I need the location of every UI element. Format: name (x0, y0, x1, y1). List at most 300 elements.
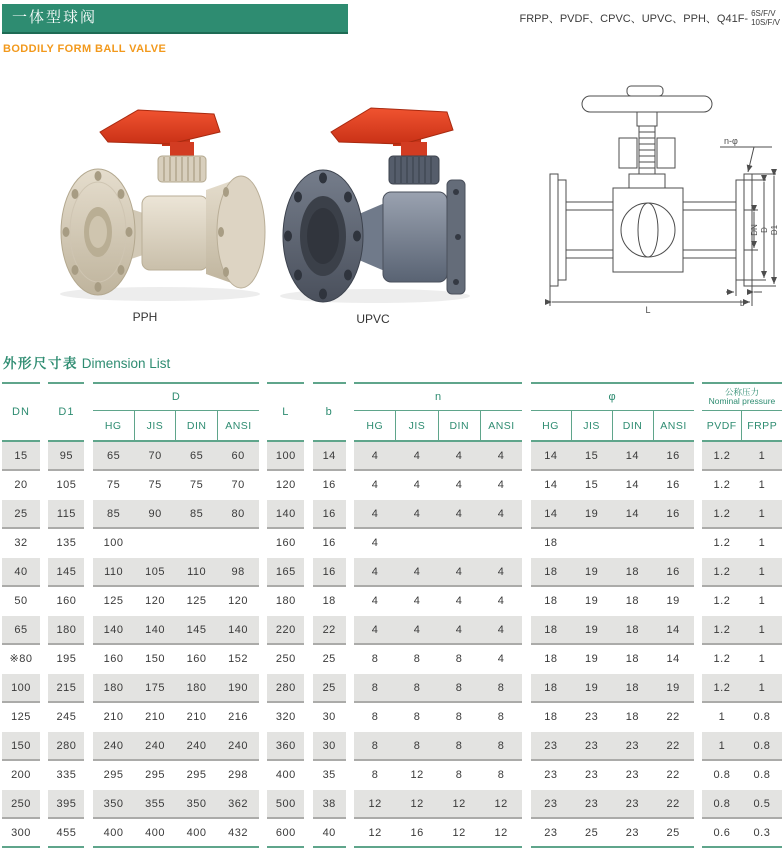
table-cell: 16 (322, 507, 336, 520)
table-cell (612, 529, 653, 556)
table-cell: 180 (186, 681, 207, 694)
table-cell: 4 (497, 565, 505, 578)
table-cell: 4 (371, 536, 379, 549)
table-cell: 4 (455, 594, 463, 607)
table-cell: 298 (228, 768, 249, 781)
column-group-dn (2, 382, 40, 848)
table-row (354, 442, 522, 471)
table-row (702, 674, 782, 703)
table-cell: 30 (322, 739, 336, 752)
table-row (702, 703, 782, 732)
table-cell: 1.2 (713, 623, 731, 636)
subcolumn-header-pressure-pvdf: PVDF (706, 419, 737, 432)
table-cell: 1 (758, 449, 766, 462)
table-row (267, 587, 304, 616)
column-group-n (354, 382, 522, 848)
subcolumn-header-n-din: DIN (438, 411, 480, 440)
table-cell: 0.8 (753, 739, 771, 752)
table-row (2, 732, 40, 761)
table-cell: 25 (322, 652, 336, 665)
dim-label-b: b (740, 299, 745, 308)
table-row (313, 558, 346, 587)
table-cell: 95 (59, 449, 74, 462)
upvc-stem-collar (389, 156, 439, 184)
drawing-handle-bar (582, 96, 712, 112)
table-cell: 280 (275, 681, 296, 694)
subcolumn-header-d-hg: HG (104, 419, 122, 432)
table-row (2, 587, 40, 616)
table-row (93, 732, 259, 761)
table-cell: 75 (189, 478, 204, 491)
table-cell: 145 (56, 565, 77, 578)
dim-label-l: L (645, 305, 651, 315)
table-cell: 400 (145, 826, 166, 839)
table-cell (571, 529, 612, 556)
table-cell: 18 (322, 594, 336, 607)
table-cell: 120 (145, 594, 166, 607)
table-cell: 22 (666, 768, 680, 781)
table-cell: 500 (275, 797, 296, 810)
table-cell: 40 (14, 565, 28, 578)
table-cell: 12 (494, 826, 508, 839)
table-row (93, 471, 259, 500)
table-cell: 14 (666, 652, 680, 665)
table-cell: 210 (186, 710, 207, 723)
table-cell: 295 (186, 768, 207, 781)
table-cell: 23 (585, 797, 599, 810)
model-suffix-stack (751, 9, 780, 27)
table-row (313, 645, 346, 674)
table-row (531, 471, 694, 500)
table-cell: 90 (148, 507, 162, 520)
table-cell: 1.2 (713, 565, 731, 578)
table-cell: 0.5 (753, 797, 771, 810)
table-cell: 125 (11, 710, 31, 723)
table-cell: 125 (186, 594, 207, 607)
table-row (2, 616, 40, 645)
table-cell: 19 (585, 652, 599, 665)
table-cell: 23 (544, 768, 558, 781)
table-cell: 1 (758, 594, 766, 607)
table-cell: 4 (371, 594, 379, 607)
table-row (702, 732, 782, 761)
table-cell: 35 (322, 768, 336, 781)
table-row (531, 790, 694, 819)
table-cell: 18 (625, 594, 640, 607)
upvc-valve-photo (275, 96, 481, 306)
table-cell: 4 (497, 623, 505, 636)
pph-photo-label: PPH (132, 310, 158, 324)
table-row (48, 442, 84, 471)
drawing-ball (621, 203, 675, 257)
dimension-list-title (3, 352, 170, 372)
dim-label-d: D (760, 227, 769, 233)
table-row (93, 674, 259, 703)
table-cell: 280 (56, 739, 77, 752)
table-cell: 240 (145, 739, 166, 752)
table-cell: 25 (585, 826, 599, 839)
table-cell: 190 (228, 681, 249, 694)
table-cell: 20 (14, 478, 28, 491)
table-row (531, 442, 694, 471)
table-cell: 1 (758, 623, 766, 636)
pph-valve-photo (42, 96, 268, 306)
table-row (93, 587, 259, 616)
materials-list: FRPP、PVDF、CPVC、UPVC、PPH、Q41F- (519, 13, 749, 25)
table-cell: 14 (625, 449, 640, 462)
table-cell (653, 529, 694, 556)
pph-handle (100, 110, 220, 158)
table-cell: 22 (322, 623, 336, 636)
table-cell (217, 529, 259, 556)
column-header-pressure (702, 382, 782, 442)
table-row (702, 500, 782, 529)
table-row (2, 529, 40, 558)
banner-title: 一体型球阀 (12, 9, 98, 26)
column-group-d1 (48, 382, 84, 848)
table-row (2, 558, 40, 587)
table-cell: 19 (666, 681, 680, 694)
table-cell: 14 (544, 449, 558, 462)
table-cell: 12 (410, 768, 424, 781)
table-cell: 152 (228, 652, 249, 665)
table-row (531, 558, 694, 587)
table-cell: 100 (103, 536, 124, 549)
dim-label-d1: D1 (770, 224, 779, 236)
table-row (48, 529, 84, 558)
table-row (313, 819, 346, 848)
table-cell: 0.8 (753, 710, 771, 723)
upvc-body (359, 180, 465, 294)
table-cell: 455 (56, 826, 77, 839)
table-cell: 14 (625, 478, 640, 491)
table-cell: 23 (625, 768, 640, 781)
table-cell: 0.8 (753, 768, 771, 781)
table-row (354, 471, 522, 500)
table-row (2, 645, 40, 674)
table-cell: 4 (371, 478, 379, 491)
table-cell: 240 (103, 739, 124, 752)
table-cell: 18 (625, 681, 640, 694)
product-codes (520, 9, 781, 27)
table-row (531, 500, 694, 529)
table-cell: 8 (497, 681, 505, 694)
table-cell: 400 (103, 826, 124, 839)
table-row (313, 674, 346, 703)
table-cell: 195 (56, 652, 77, 665)
table-cell: 23 (585, 710, 599, 723)
column-header-phi (531, 382, 694, 442)
column-group-b (313, 382, 346, 848)
table-cell: 0.3 (753, 826, 771, 839)
subcolumn-header-phi-ansi: ANSI (653, 411, 694, 440)
table-cell: 12 (368, 826, 382, 839)
subcolumn-header-phi-din: DIN (612, 411, 653, 440)
table-cell: 25 (14, 507, 28, 520)
pph-flange (61, 169, 135, 295)
table-cell: 240 (228, 739, 249, 752)
table-cell: 4 (413, 478, 421, 491)
table-cell: 1 (718, 739, 726, 752)
table-cell: 1 (718, 710, 726, 723)
table-cell: 210 (103, 710, 124, 723)
table-row (93, 529, 259, 558)
table-cell: 350 (103, 797, 124, 810)
table-row (313, 587, 346, 616)
table-cell: 216 (228, 710, 249, 723)
table-cell: 400 (186, 826, 207, 839)
table-cell: 8 (413, 710, 421, 723)
table-cell: 250 (275, 652, 296, 665)
table-cell: 22 (666, 797, 680, 810)
table-cell: 18 (544, 710, 558, 723)
table-cell: 14 (625, 507, 640, 520)
table-row (93, 790, 259, 819)
table-row (702, 819, 782, 848)
dimension-list-title-en: Dimension List (81, 356, 171, 371)
table-cell: 1.2 (713, 449, 731, 462)
table-row (93, 645, 259, 674)
table-row (354, 616, 522, 645)
table-cell: 65 (106, 449, 121, 462)
table-cell: 65 (189, 449, 204, 462)
table-row (2, 442, 40, 471)
table-cell: 18 (625, 623, 640, 636)
table-row (354, 674, 522, 703)
table-cell: 19 (666, 594, 680, 607)
upvc-handle (331, 108, 453, 158)
model-suffix-top: 6S/F/V (751, 9, 776, 18)
table-cell: 12 (410, 797, 424, 810)
table-row (313, 703, 346, 732)
table-cell: 350 (186, 797, 207, 810)
table-cell: 4 (413, 507, 421, 520)
table-row (313, 500, 346, 529)
table-cell: 85 (189, 507, 204, 520)
table-cell: 395 (56, 797, 77, 810)
table-row (313, 761, 346, 790)
column-group-pressure (702, 382, 782, 848)
table-row (354, 732, 522, 761)
table-row (531, 645, 694, 674)
table-cell: 0.8 (713, 768, 731, 781)
table-cell: 14 (322, 449, 336, 462)
table-row (354, 703, 522, 732)
table-row (2, 703, 40, 732)
table-cell: 4 (455, 565, 463, 578)
table-cell: 12 (452, 826, 466, 839)
table-cell: 432 (228, 826, 249, 839)
table-cell: 1 (758, 478, 766, 491)
table-row (2, 500, 40, 529)
table-cell: 165 (275, 565, 296, 578)
table-cell: 1.2 (713, 478, 731, 491)
table-cell: 18 (625, 652, 640, 665)
table-cell: 4 (371, 623, 379, 636)
table-cell: 38 (322, 797, 336, 810)
table-row (48, 732, 84, 761)
table-cell: 4 (371, 507, 379, 520)
table-cell: 245 (56, 710, 77, 723)
table-cell: 362 (228, 797, 249, 810)
table-cell: 22 (666, 710, 680, 723)
table-cell: 335 (56, 768, 77, 781)
table-cell: 105 (56, 478, 77, 491)
table-row (702, 471, 782, 500)
table-row (267, 703, 304, 732)
table-cell: 14 (544, 478, 558, 491)
table-cell: 215 (56, 681, 77, 694)
table-cell: 1 (758, 507, 766, 520)
table-cell: 85 (106, 507, 121, 520)
table-cell: 150 (145, 652, 166, 665)
table-cell: 160 (103, 652, 124, 665)
table-cell: 23 (585, 768, 599, 781)
table-row (48, 587, 84, 616)
table-cell: 8 (455, 710, 463, 723)
table-cell: 355 (145, 797, 166, 810)
table-cell: 50 (14, 594, 28, 607)
table-cell: 4 (455, 623, 463, 636)
table-cell: 295 (103, 768, 124, 781)
table-row (313, 529, 346, 558)
table-cell: 8 (455, 652, 463, 665)
table-row (267, 471, 304, 500)
table-row (313, 442, 346, 471)
table-cell: 140 (275, 507, 296, 520)
table-cell: 4 (497, 478, 505, 491)
table-cell: 1.2 (713, 652, 731, 665)
table-cell: 8 (413, 739, 421, 752)
table-cell: 8 (371, 681, 379, 694)
table-cell: 4 (413, 449, 421, 462)
table-row (354, 761, 522, 790)
column-header-n (354, 382, 522, 442)
table-row (2, 819, 40, 848)
subcolumn-header-phi-jis: JIS (571, 411, 612, 440)
table-cell: 18 (625, 565, 640, 578)
drawing-body (613, 188, 683, 272)
table-cell: 400 (275, 768, 296, 781)
table-row (267, 442, 304, 471)
table-cell: 1.2 (713, 507, 731, 520)
table-cell: 0.8 (713, 797, 731, 810)
table-cell: 160 (56, 594, 77, 607)
table-cell: 16 (322, 478, 336, 491)
subcolumn-header-n-jis: JIS (395, 411, 437, 440)
table-cell: 110 (187, 565, 207, 578)
table-row (267, 761, 304, 790)
model-suffix-bottom: 10S/F/V (751, 18, 780, 27)
table-cell: 12 (368, 797, 382, 810)
table-row (313, 616, 346, 645)
table-row (48, 819, 84, 848)
table-row (267, 732, 304, 761)
table-cell: 14 (666, 623, 680, 636)
table-cell: 15 (14, 449, 28, 462)
table-cell: 16 (322, 536, 336, 549)
valve-technical-drawing (520, 80, 782, 320)
table-row (531, 819, 694, 848)
column-header-d1: D1 (48, 382, 84, 442)
table-row (354, 819, 522, 848)
table-cell: 23 (625, 797, 640, 810)
table-cell: 140 (103, 623, 124, 636)
table-cell: 295 (145, 768, 166, 781)
table-cell: 160 (275, 536, 296, 549)
table-row (354, 587, 522, 616)
table-row (267, 500, 304, 529)
table-cell: 4 (413, 594, 421, 607)
table-row (702, 529, 782, 558)
table-cell: 8 (455, 768, 463, 781)
table-row (702, 761, 782, 790)
table-cell: 4 (455, 507, 463, 520)
column-header-d (93, 382, 259, 442)
table-cell: 4 (371, 449, 379, 462)
table-cell: 100 (275, 449, 296, 462)
subcolumn-header-d-ansi: ANSI (217, 411, 259, 440)
subcolumn-header-pressure-frpp: FRPP (741, 411, 782, 440)
table-cell: 140 (228, 623, 249, 636)
column-header-b: b (313, 382, 346, 442)
table-cell: 1.2 (713, 594, 731, 607)
table-cell: 8 (497, 710, 505, 723)
table-row (354, 645, 522, 674)
table-cell: 1 (758, 536, 766, 549)
dimension-list-title-zh: 外形尺寸表 (3, 356, 78, 371)
table-cell: 4 (497, 449, 505, 462)
dimension-table (2, 382, 782, 848)
table-cell (396, 529, 438, 556)
table-cell: ※80 (9, 653, 33, 665)
table-cell: 180 (103, 681, 124, 694)
table-row (531, 703, 694, 732)
table-cell: 140 (145, 623, 166, 636)
table-cell: 8 (455, 681, 463, 694)
table-cell: 180 (56, 623, 77, 636)
table-cell: 110 (104, 565, 124, 578)
table-cell: 8 (371, 652, 379, 665)
table-cell: 19 (585, 594, 599, 607)
table-cell: 18 (625, 710, 640, 723)
table-cell: 1 (758, 565, 766, 578)
table-cell: 23 (625, 739, 640, 752)
table-cell: 210 (145, 710, 166, 723)
table-cell: 0.6 (713, 826, 731, 839)
table-cell: 1 (758, 652, 766, 665)
table-row (531, 616, 694, 645)
table-row (354, 500, 522, 529)
table-cell: 14 (544, 507, 558, 520)
table-cell: 16 (666, 507, 680, 520)
table-row (48, 761, 84, 790)
table-cell: 4 (413, 623, 421, 636)
table-cell: 23 (544, 739, 558, 752)
table-cell: 16 (666, 449, 680, 462)
table-cell: 16 (666, 478, 680, 491)
table-row (313, 732, 346, 761)
table-cell: 8 (371, 739, 379, 752)
table-row (2, 674, 40, 703)
upvc-flange (283, 170, 363, 302)
table-cell: 8 (497, 768, 505, 781)
table-cell: 250 (11, 797, 31, 810)
column-header-l: L (267, 382, 304, 442)
table-row (2, 761, 40, 790)
column-group-d (93, 382, 259, 848)
subcolumn-header-d-jis: JIS (134, 411, 176, 440)
